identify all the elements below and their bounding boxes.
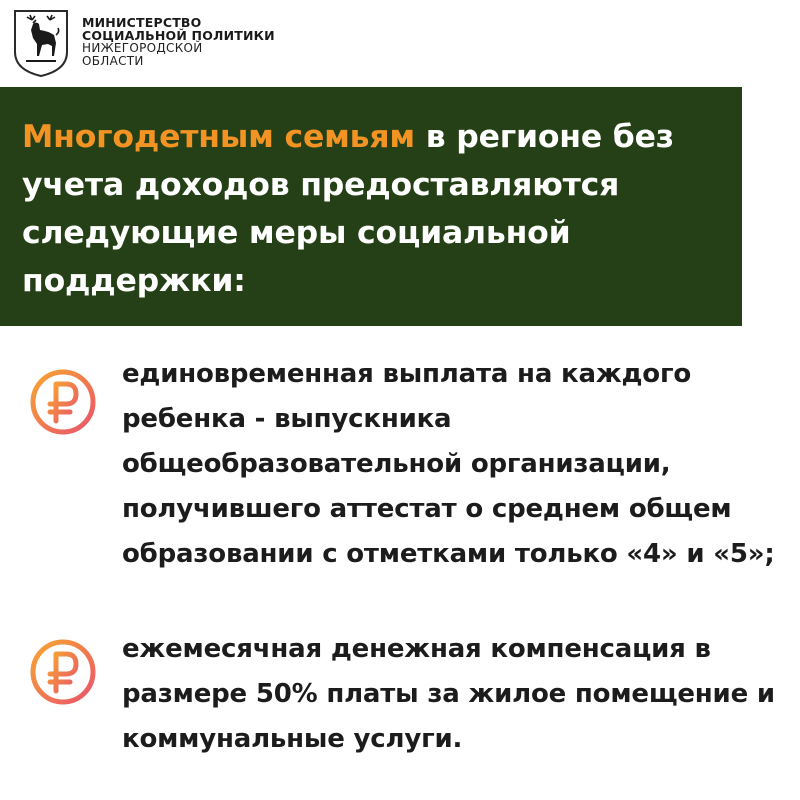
ministry-logo (12, 8, 275, 78)
ruble-icon (28, 637, 98, 707)
org-name-line2: СОЦИАЛЬНОЙ ПОЛИТИКИ (82, 28, 275, 44)
headline-banner (0, 87, 742, 326)
org-name-line4: ОБЛАСТИ (82, 53, 144, 68)
support-measure-text: ежемесячная денежная компенсация в размере 50% платы за жилое помещение и коммунальные услуги. (122, 634, 775, 754)
support-measure-text: единовременная выплата на каждого ребенка - выпускника общеобразовательной организации, получившего аттестат о среднем общем образовании с отметками только «4» и «5»; (122, 359, 775, 569)
headline-rest: в регионе без учета доходов предоставляются следующие меры социальной поддержки: (22, 119, 674, 299)
org-name-line1: МИНИСТЕРСТВО (82, 15, 202, 30)
deer-coat-of-arms-icon (12, 8, 70, 78)
headline (22, 113, 722, 305)
ruble-icon (28, 367, 98, 437)
headline-accent: Многодетным семьям (22, 119, 415, 155)
org-name-line3: НИЖЕГОРОДСКОЙ (82, 41, 203, 56)
